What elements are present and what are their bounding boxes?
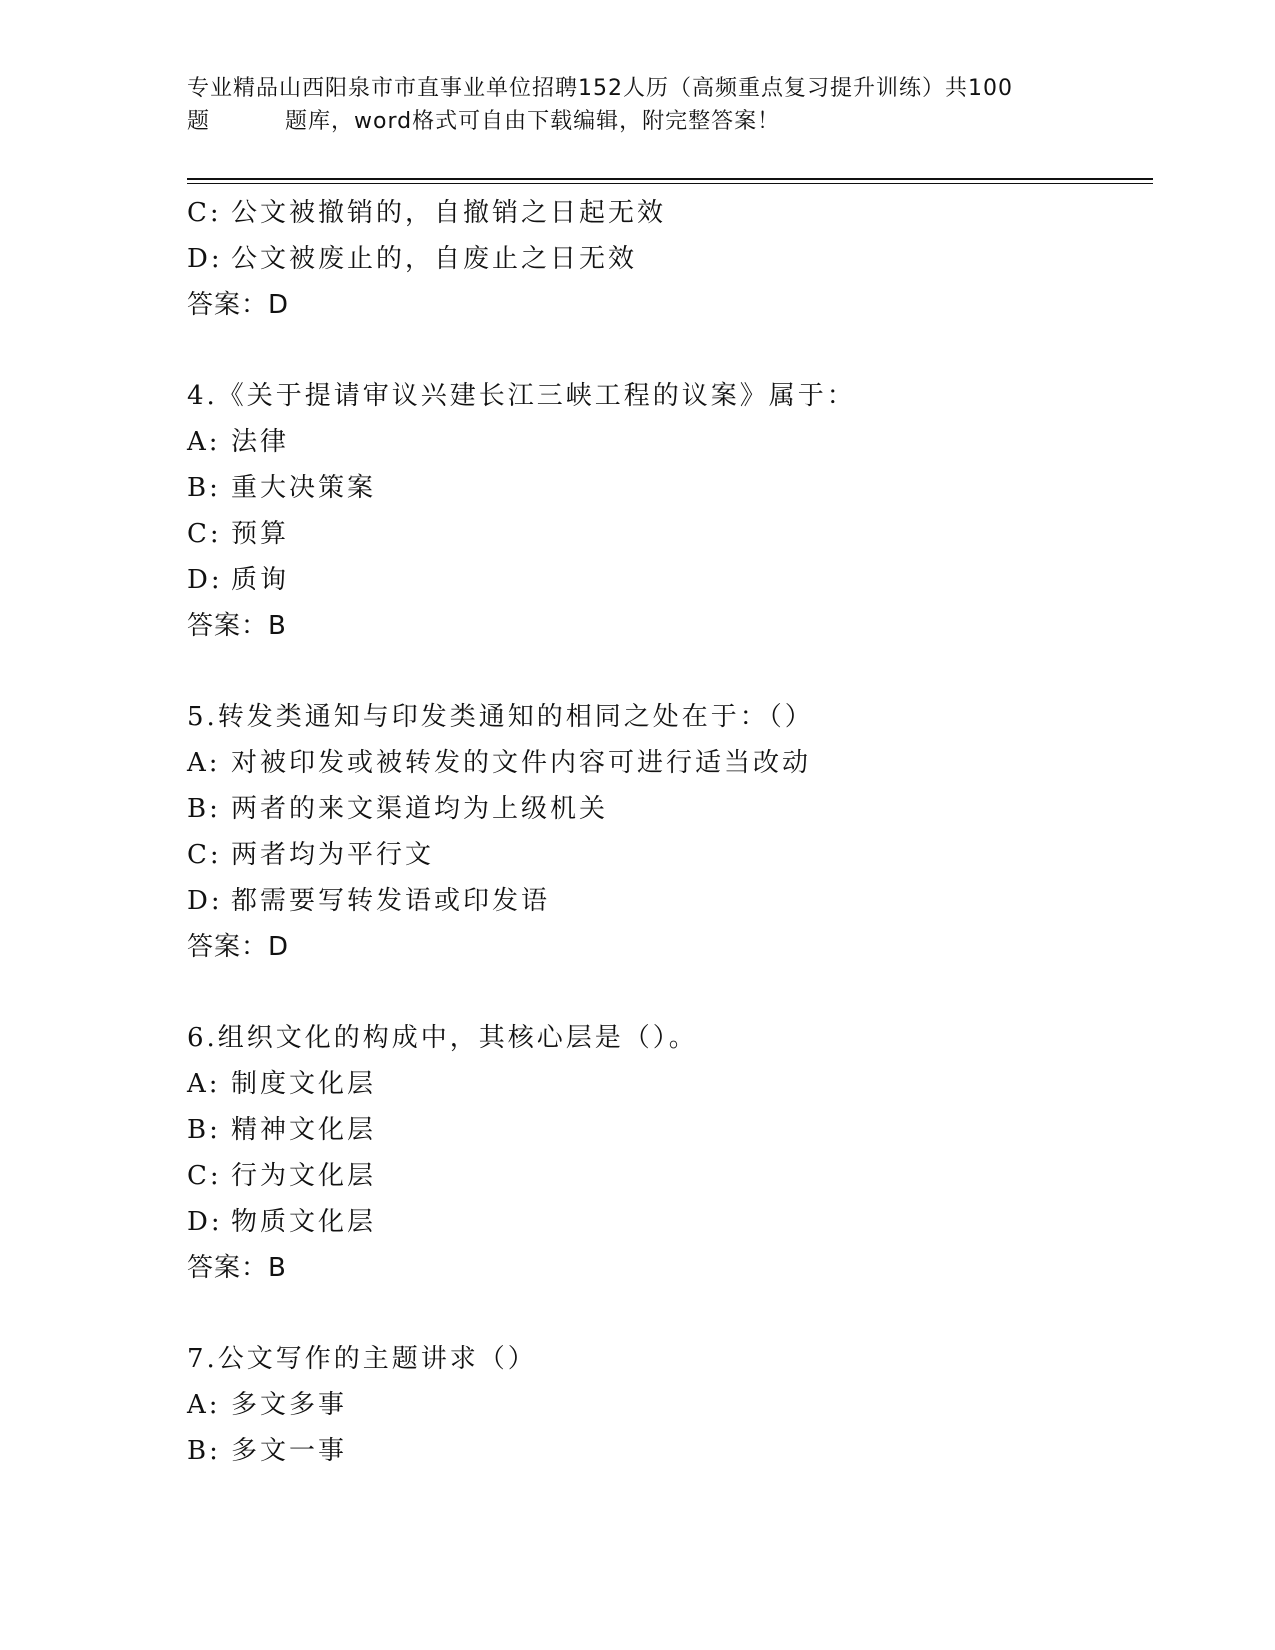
option-text: 质询 xyxy=(231,565,290,595)
option-line xyxy=(187,190,1147,236)
question-stem: 7.公文写作的主题讲求（） xyxy=(187,1344,537,1374)
option-text: 都需要写转发语或印发语 xyxy=(231,886,551,916)
option-key: D: xyxy=(187,886,223,916)
answer-line: 答案：D xyxy=(187,932,290,962)
option-line xyxy=(187,1428,1147,1474)
option-text: 行为文化层 xyxy=(231,1161,377,1191)
option-line xyxy=(187,465,1147,511)
option-line xyxy=(187,557,1147,603)
option-key: A: xyxy=(187,1069,221,1099)
header-title-line2-start: 题 xyxy=(187,109,211,134)
option-text: 重大决策案 xyxy=(231,473,377,503)
option-key: B: xyxy=(187,473,221,503)
option-text: 多文一事 xyxy=(231,1436,348,1466)
question-stem: 6.组织文化的构成中，其核心层是（）。 xyxy=(187,1023,698,1053)
option-line xyxy=(187,1382,1147,1428)
answer-line: 答案：B xyxy=(187,1253,287,1283)
option-line xyxy=(187,878,1147,924)
option-key: D: xyxy=(187,565,223,595)
header-title-line2-end: 题库，word格式可自由下载编辑，附完整答案！ xyxy=(285,109,781,134)
option-text: 物质文化层 xyxy=(231,1207,377,1237)
option-text: 公文被撤销的，自撤销之日起无效 xyxy=(231,198,667,228)
option-line xyxy=(187,740,1147,786)
option-key: B: xyxy=(187,1436,221,1466)
document-header xyxy=(187,72,1087,138)
option-line xyxy=(187,786,1147,832)
option-key: C: xyxy=(187,198,222,228)
header-divider xyxy=(187,178,1153,180)
option-key: D: xyxy=(187,1207,223,1237)
option-text: 法律 xyxy=(231,427,290,457)
option-key: A: xyxy=(187,748,221,778)
option-text: 两者均为平行文 xyxy=(231,840,435,870)
option-line xyxy=(187,419,1147,465)
header-title-line1: 专业精品山西阳泉市市直事业单位招聘152人历（高频重点复习提升训练）共100 xyxy=(187,76,1013,101)
option-key: C: xyxy=(187,519,222,549)
option-text: 公文被废止的，自废止之日无效 xyxy=(231,244,638,274)
option-key: B: xyxy=(187,1115,221,1145)
option-line xyxy=(187,1153,1147,1199)
option-line xyxy=(187,1107,1147,1153)
answer-line: 答案：B xyxy=(187,611,287,641)
option-line xyxy=(187,1061,1147,1107)
header-divider-thin xyxy=(187,183,1153,184)
question-stem: 5.转发类通知与印发类通知的相同之处在于：（） xyxy=(187,702,814,732)
option-line xyxy=(187,832,1147,878)
option-key: D: xyxy=(187,244,223,274)
header-title-line2 xyxy=(187,105,1087,138)
option-line xyxy=(187,236,1147,282)
option-key: A: xyxy=(187,427,221,457)
option-line xyxy=(187,1199,1147,1245)
answer-line: 答案：D xyxy=(187,290,290,320)
question-stem: 4.《关于提请审议兴建长江三峡工程的议案》属于： xyxy=(187,381,856,411)
option-key: C: xyxy=(187,840,222,870)
option-line xyxy=(187,511,1147,557)
option-text: 预算 xyxy=(231,519,290,549)
option-key: A: xyxy=(187,1390,221,1420)
question-list xyxy=(187,190,1147,1474)
option-text: 多文多事 xyxy=(231,1390,348,1420)
option-text: 制度文化层 xyxy=(231,1069,377,1099)
option-text: 两者的来文渠道均为上级机关 xyxy=(231,794,609,824)
option-key: C: xyxy=(187,1161,222,1191)
option-key: B: xyxy=(187,794,221,824)
option-text: 对被印发或被转发的文件内容可进行适当改动 xyxy=(231,748,812,778)
option-text: 精神文化层 xyxy=(231,1115,377,1145)
